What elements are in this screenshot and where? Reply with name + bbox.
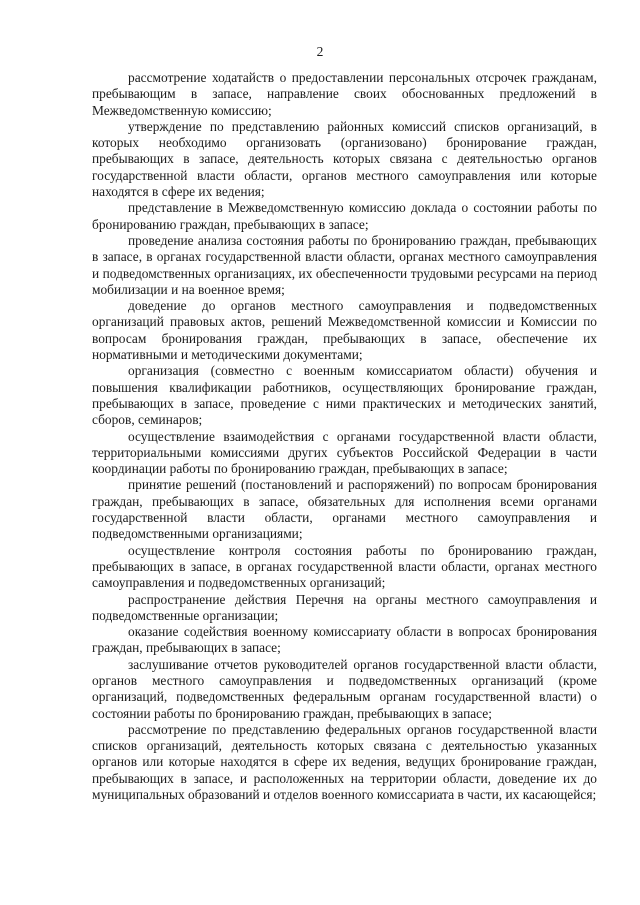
paragraph-7: осуществление взаимодействия с органами государственной власти области, территориальными комиссиями других субъектов Российской Федерации в части координации работы по бронированию граждан, пребывающих в запасе; bbox=[92, 428, 597, 477]
paragraph-2: утверждение по представлению районных комиссий списков организаций, в которых необходимо организовать (организовано) бронирование граждан, пребывающих в запасе, деятельность которых связана с деятельностью органов государственной власти области, органов местного самоуправления или которые находятся в сфере их ведения; bbox=[92, 118, 597, 200]
document-body bbox=[92, 70, 597, 803]
paragraph-3: представление в Межведомственную комиссию доклада о состоянии работы по бронированию граждан, пребывающих в запасе; bbox=[92, 200, 597, 232]
paragraph-8: принятие решений (постановлений и распоряжений) по вопросам бронирования граждан, пребывающих в запасе, обязательных для исполнения всеми органами государственной власти области, органами местного самоуправления и подведомственными организациями; bbox=[92, 477, 597, 542]
paragraph-5: доведение до органов местного самоуправления и подведомственных организаций правовых актов, решений Межведомственной комиссии и Комиссии по вопросам бронирования граждан, пребывающих в запасе, обеспечение их нормативными и методическими документами; bbox=[92, 298, 597, 363]
paragraph-11: оказание содействия военному комиссариату области в вопросах бронирования граждан, пребывающих в запасе; bbox=[92, 624, 597, 656]
paragraph-1: рассмотрение ходатайств о предоставлении персональных отсрочек гражданам, пребывающим в запасе, направление своих обоснованных предложений в Межведомственную комиссию; bbox=[92, 70, 597, 118]
paragraph-9: осуществление контроля состояния работы по бронированию граждан, пребывающих в запасе, в органах государственной власти области, органах местного самоуправления и подведомственных организаций; bbox=[92, 542, 597, 591]
paragraph-6: организация (совместно с военным комиссариатом области) обучения и повышения квалификации работников, осуществляющих бронирование граждан, пребывающих в запасе, проведение с ними практических и методических занятий, сборов, семинаров; bbox=[92, 363, 597, 428]
paragraph-4: проведение анализа состояния работы по бронированию граждан, пребывающих в запасе, в органах государственной власти области, органах местного самоуправления и подведомственных организациях, их обеспеченности трудовыми ресурсами на период мобилизации и на военное время; bbox=[92, 232, 597, 297]
paragraph-10: распространение действия Перечня на органы местного самоуправления и подведомственные организации; bbox=[92, 591, 597, 623]
paragraph-12: заслушивание отчетов руководителей органов государственной власти области, органов местного самоуправления и подведомственных организаций (кроме организаций, подведомственных федеральным органам государственной власти) о состоянии работы по бронированию граждан, пребывающих в запасе; bbox=[92, 656, 597, 721]
paragraph-13: рассмотрение по представлению федеральных органов государственной власти списков организаций, деятельность которых связана с деятельностью указанных органов или которые находятся в сфере их ведения, ведущих бронирование граждан, пребывающих в запасе, и расположенных на территории области, доведение их до муниципальных образований и отделов военного комиссариата в части, их касающейся; bbox=[92, 721, 597, 803]
page-number: 2 bbox=[316, 44, 324, 59]
